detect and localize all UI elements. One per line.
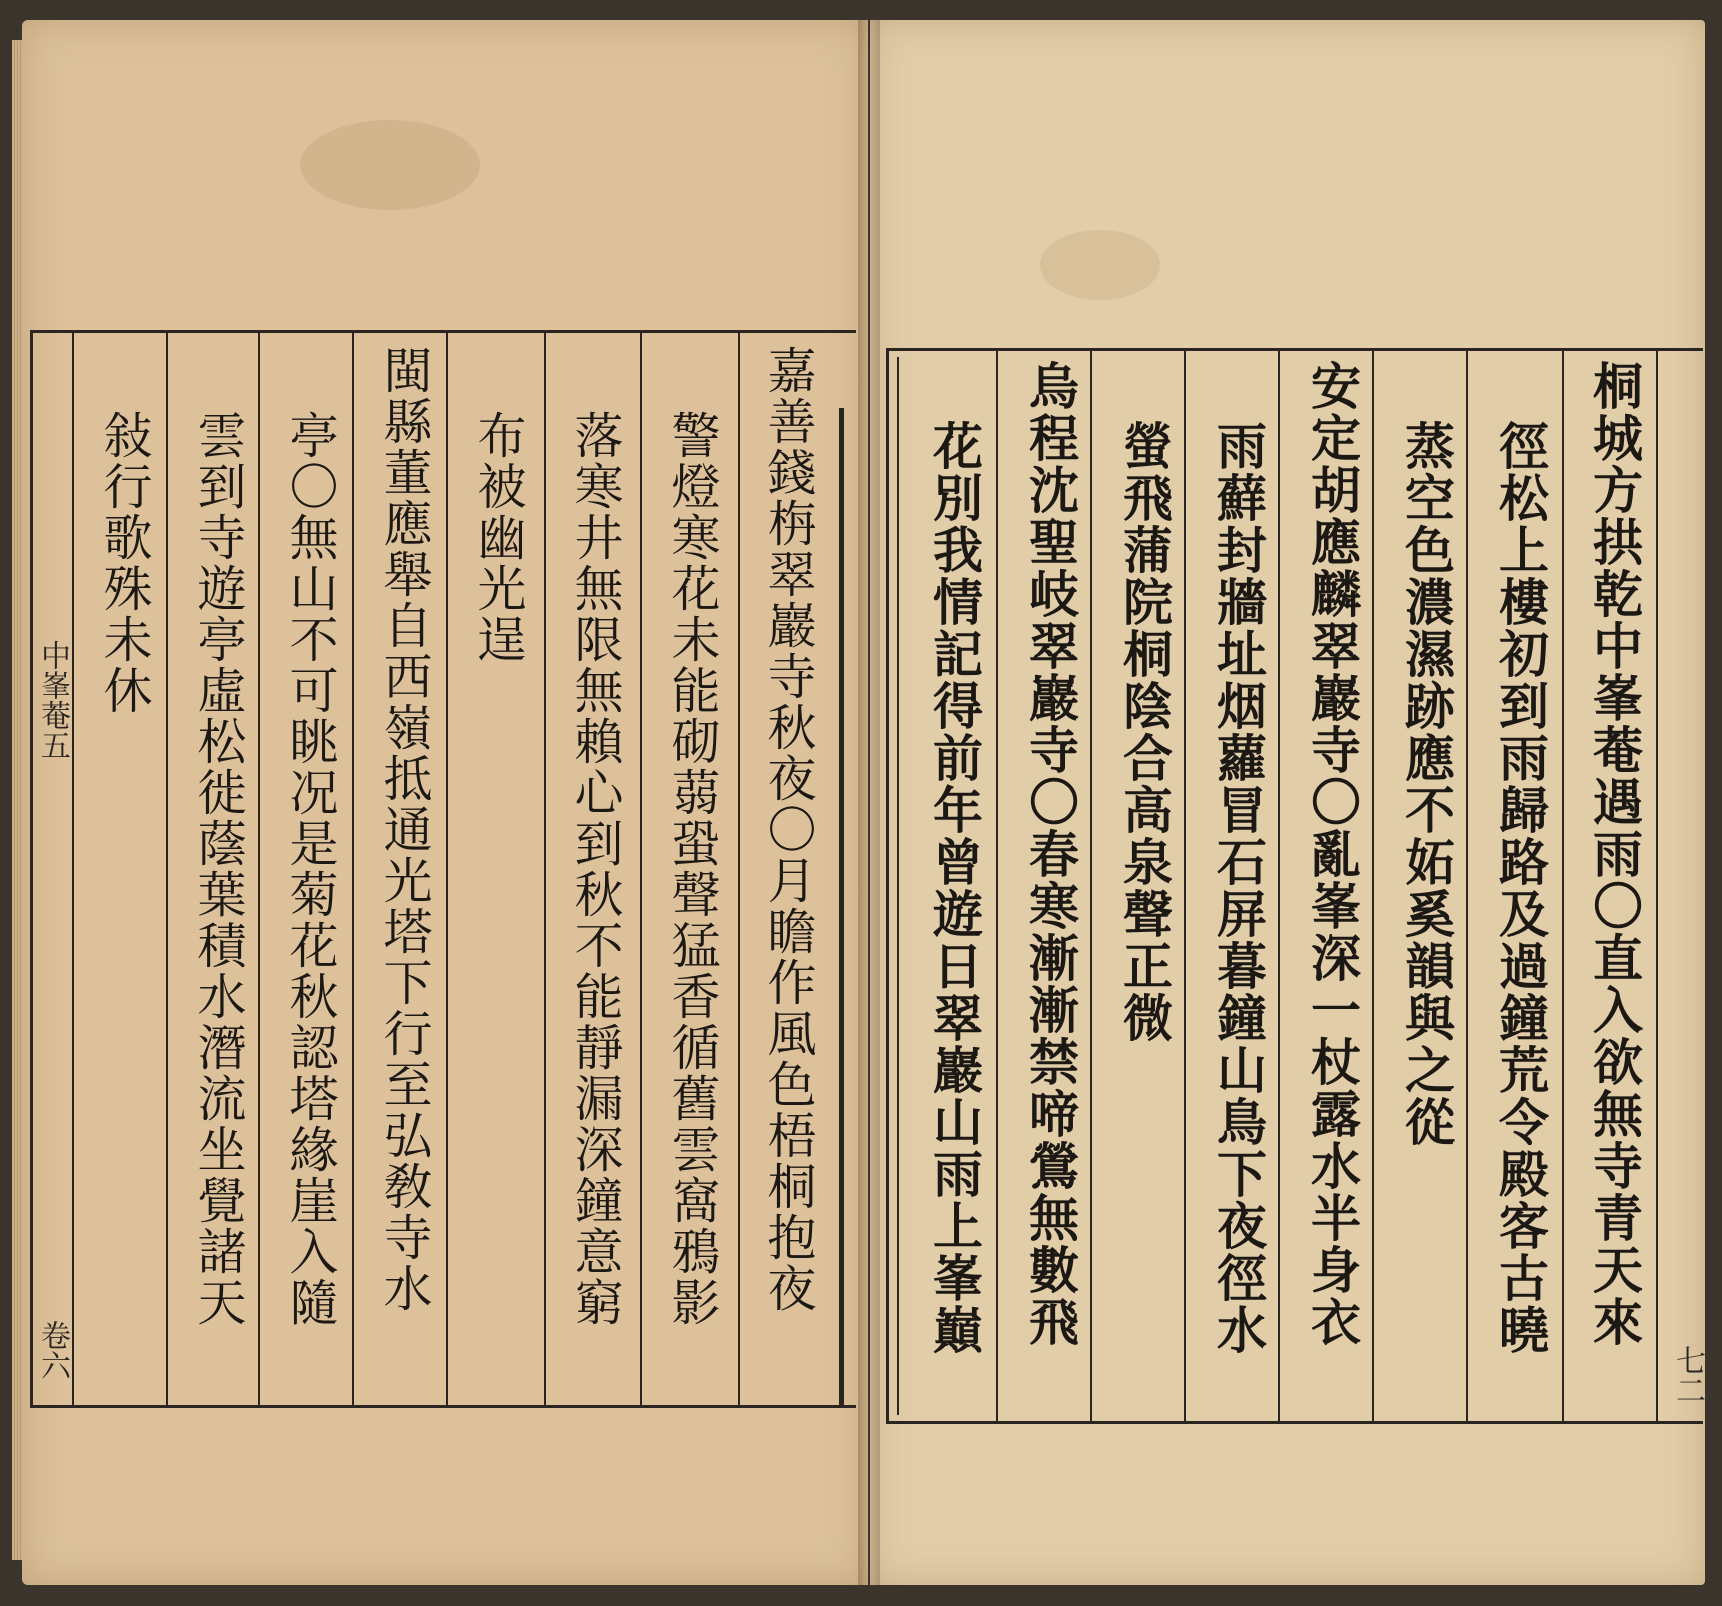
text-column: 亭〇無山不可眺况是菊花秋認塔緣崖入隨 bbox=[282, 410, 339, 1328]
margin-page-number: 七二 bbox=[1670, 1345, 1705, 1405]
text-column: 嘉善錢栴翠巖寺秋夜〇月瞻作風色梧桐抱夜 bbox=[760, 345, 817, 1314]
text-column: 烏程沈聖岐翠巖寺〇春寒漸漸禁啼鶯無數飛 bbox=[1021, 360, 1080, 1348]
column-rule bbox=[258, 333, 260, 1405]
text-column: 雲到寺遊亭虛松徙蔭葉積水潛流坐覺諸天 bbox=[190, 410, 247, 1328]
text-column: 螢飛蒲院桐陰合高泉聲正微 bbox=[1115, 420, 1174, 1044]
column-rule bbox=[1278, 351, 1280, 1421]
column-rule bbox=[352, 333, 354, 1405]
text-column: 安定胡應麟翠巖寺〇亂峯深一杖露水半身衣 bbox=[1303, 360, 1362, 1348]
frame-inner-bar bbox=[839, 408, 844, 1408]
text-column: 桐城方拱乾中峯菴遇雨〇直入欲無寺青天來 bbox=[1585, 360, 1644, 1348]
column-rule bbox=[1372, 351, 1374, 1421]
column-rule bbox=[996, 351, 998, 1421]
paper-stain bbox=[300, 120, 480, 210]
column-rule bbox=[446, 333, 448, 1405]
text-column: 布被幽光逞 bbox=[470, 410, 527, 665]
text-column: 徑松上樓初到雨歸路及過鐘荒令殿客古曉 bbox=[1491, 420, 1550, 1356]
margin-title: 中峯菴五 bbox=[35, 640, 70, 760]
text-column: 閩縣董應舉自西嶺抵通光塔下行至弘敎寺水 bbox=[376, 345, 433, 1314]
column-rule bbox=[1090, 351, 1092, 1421]
paper-stain bbox=[1040, 230, 1160, 300]
margin-volume: 卷六 bbox=[35, 1320, 70, 1380]
column-rule bbox=[1184, 351, 1186, 1421]
text-column: 警燈寒花未能砌蒻蛩聲猛香循舊雲窩鴉影 bbox=[664, 410, 721, 1328]
page-edge-stack bbox=[12, 40, 22, 1560]
column-rule bbox=[1656, 351, 1658, 1421]
text-column: 花別我情記得前年曾遊日翠巖山雨上峯巔 bbox=[925, 420, 984, 1356]
column-rule bbox=[166, 333, 168, 1405]
right-text-frame bbox=[886, 348, 1703, 1424]
book-gutter bbox=[858, 20, 880, 1585]
column-rule bbox=[1562, 351, 1564, 1421]
text-column: 敍行歌殊未休 bbox=[96, 410, 153, 716]
text-column: 雨蘚封牆址烟蘿冒石屏暮鐘山鳥下夜徑水 bbox=[1209, 420, 1268, 1356]
column-rule bbox=[544, 333, 546, 1405]
text-column: 蒸空色濃濕跡應不妬奚韻與之從 bbox=[1397, 420, 1456, 1148]
text-column: 落寒井無限無賴心到秋不能靜漏深鐘意窮 bbox=[567, 410, 624, 1328]
column-rule bbox=[640, 333, 642, 1405]
column-rule bbox=[1466, 351, 1468, 1421]
column-rule bbox=[72, 333, 74, 1405]
column-rule bbox=[738, 333, 740, 1405]
